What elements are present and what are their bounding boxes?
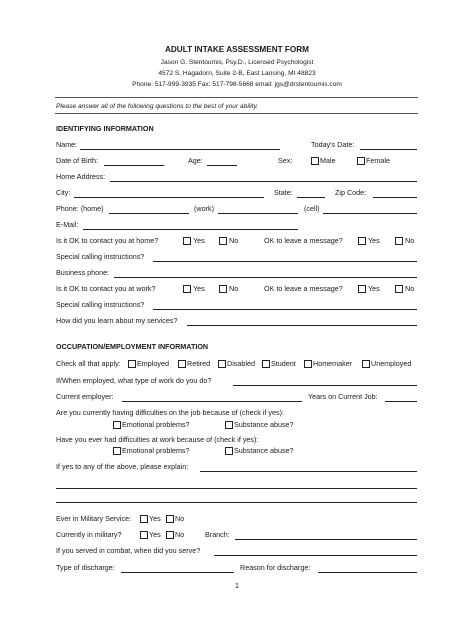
explain-line-3[interactable] bbox=[56, 493, 417, 503]
female-label: Female bbox=[366, 156, 390, 165]
home-address-field[interactable] bbox=[110, 172, 417, 182]
combat-label: If you served in combat, when did you serve? bbox=[56, 546, 201, 555]
military-ever-no-label: No bbox=[175, 514, 185, 523]
ever-emotional-checkbox[interactable] bbox=[113, 447, 121, 455]
military-current-yes-label: Yes bbox=[149, 530, 161, 539]
header-divider bbox=[55, 97, 418, 98]
work-type-field[interactable] bbox=[233, 376, 417, 386]
explain-label: If yes to any of the above, please explain: bbox=[56, 462, 189, 471]
home-address-label: Home Address: bbox=[56, 172, 106, 181]
student-label: Student bbox=[271, 359, 296, 368]
military-ever-yes-label: Yes bbox=[149, 514, 161, 523]
state-label: State: bbox=[274, 188, 293, 197]
military-current-no-label: No bbox=[175, 530, 185, 539]
city-field[interactable] bbox=[74, 188, 264, 198]
special-calling-home-field[interactable] bbox=[153, 252, 417, 262]
special-calling-work-label: Special calling instructions? bbox=[56, 300, 145, 309]
message-work-no-label: No bbox=[405, 284, 415, 293]
phone-cell-label: (cell) bbox=[304, 204, 320, 213]
phone-work-label: (work) bbox=[194, 204, 214, 213]
age-field[interactable] bbox=[207, 156, 237, 166]
phone-cell-field[interactable] bbox=[323, 204, 417, 214]
years-current-job-field[interactable] bbox=[385, 392, 417, 402]
email-field[interactable] bbox=[83, 220, 298, 230]
current-employer-field[interactable] bbox=[122, 392, 302, 402]
contact-home-yes-checkbox[interactable] bbox=[183, 237, 191, 245]
learn-about-label: How did you learn about my services? bbox=[56, 316, 178, 325]
dob-label: Date of Birth: bbox=[56, 156, 98, 165]
discharge-reason-label: Reason for discharge: bbox=[240, 563, 311, 572]
psychologist-name: Jason G. Stentoumis, Psy.D., Licensed Psychologist bbox=[160, 59, 314, 66]
learn-about-field[interactable] bbox=[187, 316, 417, 326]
business-phone-field[interactable] bbox=[114, 268, 417, 278]
state-field[interactable] bbox=[297, 188, 325, 198]
explain-line-2[interactable] bbox=[56, 479, 417, 489]
disabled-label: Disabled bbox=[227, 359, 255, 368]
contact-work-yes-checkbox[interactable] bbox=[183, 285, 191, 293]
branch-field[interactable] bbox=[235, 530, 417, 540]
occupation-heading: OCCUPATION/EMPLOYMENT INFORMATION bbox=[56, 342, 209, 351]
phone-work-field[interactable] bbox=[218, 204, 298, 214]
current-substance-checkbox[interactable] bbox=[225, 421, 233, 429]
military-ever-no-checkbox[interactable] bbox=[166, 515, 174, 523]
name-label: Name: bbox=[56, 140, 78, 149]
todays-date-label: Today's Date: bbox=[311, 140, 355, 149]
message-home-no-checkbox[interactable] bbox=[395, 237, 403, 245]
military-current-no-checkbox[interactable] bbox=[166, 531, 174, 539]
age-label: Age: bbox=[188, 156, 203, 165]
zip-label: Zip Code: bbox=[335, 188, 367, 197]
leave-message-work-label: OK to leave a message? bbox=[264, 284, 343, 293]
difficulties-ever-label: Have you ever had difficulties at work because of (check if yes): bbox=[56, 435, 259, 444]
special-calling-home-label: Special calling instructions? bbox=[56, 252, 145, 261]
discharge-reason-field[interactable] bbox=[318, 563, 417, 573]
ever-emotional-label: Emotional problems? bbox=[122, 446, 190, 455]
contact-home-yes-label: Yes bbox=[193, 236, 205, 245]
disabled-checkbox[interactable] bbox=[218, 360, 226, 368]
message-work-yes-label: Yes bbox=[368, 284, 380, 293]
contact-work-no-label: No bbox=[229, 284, 239, 293]
unemployed-checkbox[interactable] bbox=[362, 360, 370, 368]
message-home-yes-label: Yes bbox=[368, 236, 380, 245]
message-home-no-label: No bbox=[405, 236, 415, 245]
message-work-no-checkbox[interactable] bbox=[395, 285, 403, 293]
student-checkbox[interactable] bbox=[262, 360, 270, 368]
unemployed-label: Unemployed bbox=[371, 359, 412, 368]
military-current-yes-checkbox[interactable] bbox=[140, 531, 148, 539]
name-field[interactable] bbox=[80, 140, 280, 150]
message-work-yes-checkbox[interactable] bbox=[358, 285, 366, 293]
contact-home-no-label: No bbox=[229, 236, 239, 245]
ever-substance-checkbox[interactable] bbox=[225, 447, 233, 455]
contact-work-no-checkbox[interactable] bbox=[219, 285, 227, 293]
ever-substance-label: Substance abuse? bbox=[234, 446, 294, 455]
dob-field[interactable] bbox=[104, 156, 164, 166]
current-substance-label: Substance abuse? bbox=[234, 420, 294, 429]
sex-label: Sex: bbox=[278, 156, 293, 165]
current-employer-label: Current employer: bbox=[56, 392, 114, 401]
homemaker-label: Homemaker bbox=[313, 359, 353, 368]
difficulties-current-label: Are you currently having difficulties on the job because of (check if yes): bbox=[56, 408, 284, 417]
contact-home-no-checkbox[interactable] bbox=[219, 237, 227, 245]
special-calling-work-field[interactable] bbox=[153, 300, 417, 310]
retired-checkbox[interactable] bbox=[178, 360, 186, 368]
office-address: 4572 S. Hagadorn, Suite 2-B, East Lansing, MI 48823 bbox=[158, 70, 316, 77]
identifying-heading: IDENTIFYING INFORMATION bbox=[56, 124, 154, 133]
contact-work-yes-label: Yes bbox=[193, 284, 205, 293]
page-number: 1 bbox=[234, 581, 240, 590]
combat-field[interactable] bbox=[214, 546, 417, 556]
male-label: Male bbox=[320, 156, 336, 165]
discharge-type-label: Type of discharge: bbox=[56, 563, 115, 572]
work-type-label: If/When employed, what type of work do you do? bbox=[56, 376, 212, 385]
homemaker-checkbox[interactable] bbox=[304, 360, 312, 368]
current-emotional-label: Emotional problems? bbox=[122, 420, 190, 429]
office-contact: Phone: 517-999-3935 Fax: 517-798-5668 email: jgs@drstentoumis.com bbox=[132, 81, 342, 88]
explain-field[interactable] bbox=[200, 462, 417, 472]
phone-home-field[interactable] bbox=[109, 204, 189, 214]
military-current-label: Currently in military? bbox=[56, 530, 122, 539]
instructions-divider bbox=[55, 113, 418, 114]
employed-label: Employed bbox=[137, 359, 169, 368]
current-emotional-checkbox[interactable] bbox=[113, 421, 121, 429]
check-all-label: Check all that apply: bbox=[56, 359, 121, 368]
military-ever-label: Ever in Military Service: bbox=[56, 514, 132, 523]
phone-home-label: Phone: (home) bbox=[56, 204, 104, 213]
instructions: Please answer all of the following questions to the best of your ability. bbox=[56, 103, 259, 110]
email-label: E-Mail: bbox=[56, 220, 79, 229]
ok-contact-work-label: Is it OK to contact you at work? bbox=[56, 284, 156, 293]
todays-date-field[interactable] bbox=[360, 140, 417, 150]
form-title: ADULT INTAKE ASSESSMENT FORM bbox=[164, 45, 310, 54]
branch-label: Branch: bbox=[205, 530, 230, 539]
message-home-yes-checkbox[interactable] bbox=[358, 237, 366, 245]
discharge-type-field[interactable] bbox=[121, 563, 234, 573]
male-checkbox[interactable] bbox=[311, 157, 319, 165]
leave-message-home-label: OK to leave a message? bbox=[264, 236, 343, 245]
zip-field[interactable] bbox=[373, 188, 417, 198]
military-ever-yes-checkbox[interactable] bbox=[140, 515, 148, 523]
years-current-job-label: Years on Current Job: bbox=[308, 392, 378, 401]
ok-contact-home-label: Is it OK to contact you at home? bbox=[56, 236, 159, 245]
retired-label: Retired bbox=[187, 359, 211, 368]
employed-checkbox[interactable] bbox=[128, 360, 136, 368]
female-checkbox[interactable] bbox=[357, 157, 365, 165]
city-label: City: bbox=[56, 188, 71, 197]
business-phone-label: Business phone: bbox=[56, 268, 110, 277]
